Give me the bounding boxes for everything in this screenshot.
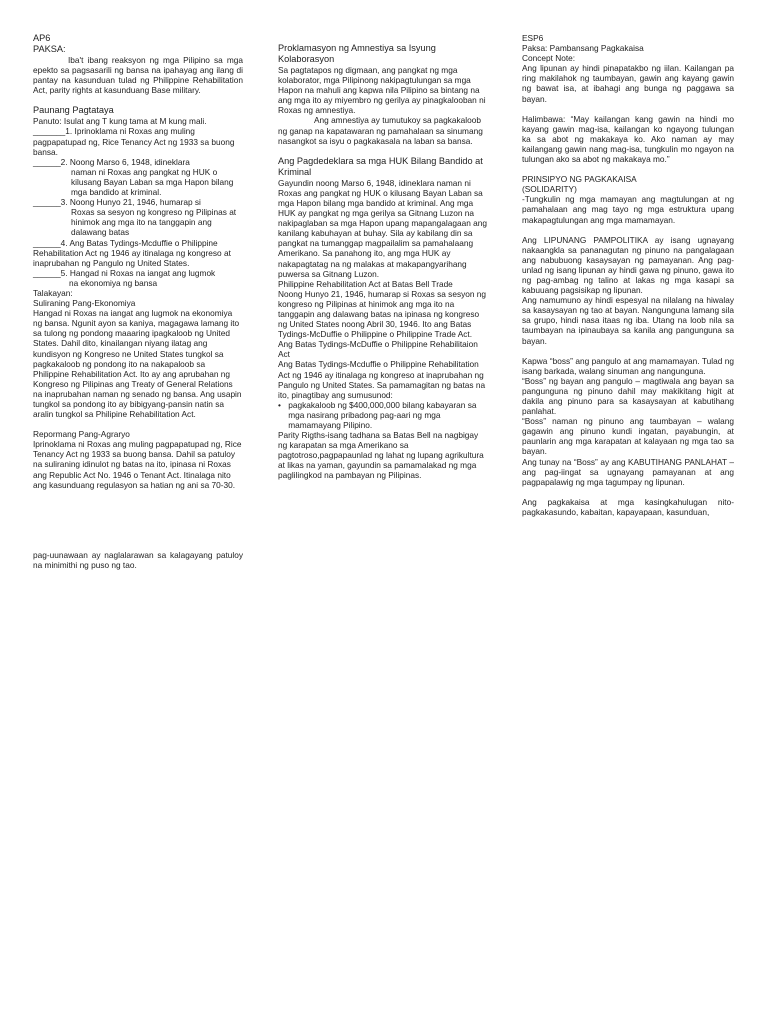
concept-text: Ang lipunan ay hindi pinapatakbo ng iilan. Kailangan pa ring makilahok ng taumbayan, gawin ang kayang gawin ng bawat isa, at ibahagi ang bunga ng paggawa sa bayan. bbox=[522, 63, 734, 104]
amnesty-title: Proklamasyon ng Amnestiya sa Isyung Kolaborasyon bbox=[278, 43, 436, 64]
discussion-label: Talakayan: bbox=[33, 287, 73, 298]
quiz-item-2-line: ______2. Noong Marso 6, 1948, idineklara bbox=[33, 156, 190, 167]
topic-text: Iba't ibang reaksyon ng mga Pilipino sa mga epekto sa pagsasarili ng bansa na ipahayag ang ilang di pantay na kasunduan tulad ng Philippine Rehabilitation Act, parity rights at kasunduang Base military. bbox=[33, 55, 243, 96]
quiz-item bbox=[33, 238, 243, 268]
agrarian-text: Iprinoklama ni Roxas ang muling pagpapatupad ng, Rice Tenancy Act ng 1933 sa buong bansa. Dahil sa patuloy na suliraning idinulot ng batas na ito, ipinasa ni Roxas ang Republic Act No. 1946 o Tenant Act. Itinalaga nito ang kasunduang regulasyon sa hatian ng ani sa 70-30. bbox=[33, 439, 242, 490]
quiz-item-3-cont: Roxas sa sesyon ng kongreso ng Pilipinas at hinimok ang mga ito na tanggapin ang dalawang batas bbox=[71, 207, 237, 238]
quiz-item-5-line: ______5. Hangad ni Roxas na iangat ang lugmok bbox=[33, 267, 216, 278]
amnesty-text: Sa pagtatapos ng digmaan, ang pangkat ng mga kolaborator, mga Pilipinong nakipagtulungan sa mga Hapon na mahuli ang kapwa nila Pilipino sa bintang na ang mga ito ay miyembro ng gerilya ay pinagkalooban ni Roxas ng amnestiya. bbox=[278, 65, 486, 116]
quiz-item bbox=[33, 126, 243, 156]
concept-label: Concept Note: bbox=[522, 53, 576, 64]
huk-title: Ang Pagdedeklara sa mga HUK Bilang Bandido at Kriminal bbox=[278, 155, 483, 177]
bullet-item bbox=[278, 400, 488, 430]
eco-text: Hangad ni Roxas na iangat ang lugmok na ekonomiya ng bansa. Ngunit ayon sa kaniya, magagawa lamang ito sa tulong ng pondong maaaring ipagkaloob ng United States. Dahil dito, kinailangan niyang ilatag ang kundisyon ng Kongreso ne United States tungkol sa pagkakaloob ng pondong ito na nakapaloob sa Philippine Rehabilitation Act. Ito ay ang aprubahan ng Kongreso ng Pilipinas ang Treaty of General Relations na inaprubahan naman ng senado ng bansa. Ang usapin tungkol sa pondong ito ay bibigyang-pansin natin sa aralin tungkol sa Philipine Rehabilitation Act. bbox=[33, 308, 242, 420]
topic-label: Paksa: Pambansang Pagkakaisa bbox=[522, 43, 644, 54]
subject-label: AP6 bbox=[33, 33, 51, 43]
amnesty-text-2: Ang amnestiya ay tumutukoy sa pagkakaloob ng ganap na kapatawaran ng pamahalaan sa sinumang nasangkot sa isyu o pagkakasala na laban sa bansa. bbox=[278, 115, 483, 146]
agrarian-title: Repormang Pang-Agraryo bbox=[33, 429, 130, 440]
quiz-item-1-line: _______1. Iprinoklama ni Roxas ang muling bbox=[33, 126, 195, 137]
subject-label: ESP6 bbox=[522, 33, 544, 43]
quiz-item bbox=[33, 157, 243, 197]
bell-text: Noong Hunyo 21, 1946, humarap si Roxas sa sesyon ng kongreso ng Pilipinas at hinimok ang mga ito na tanggapin ang dalawang batas na ipinasa ng kongreso ng United States noong Abril 30, 1946. Ito ang Batas Tydings-McDuffie o Philippine o Philippine Trade Act. bbox=[278, 288, 487, 340]
lipunan-text: Ang LIPUNANG PAMPOLITIKA ay isang ugnayang nakaangkla sa pananagutan ng pinuno na pangalagaan ang nabubuong kasaysayan ng pamayanan. Ang pag-unlad ng isang lipunan ay hindi gawa ng pinuno, gawa ito ng pag-ambag ng talino at lakas ng mga kasapi sa kabuuang pagsisikap ng lipunan. bbox=[522, 234, 734, 296]
instructions: Panuto: Isulat ang T kung tama at M kung mali. bbox=[33, 116, 207, 127]
quiz-item-4-line: ______4. Ang Batas Tydings-Mcduffie o Philippine Rehabilitation Act ng 1946 ay itinalaga ng kongreso at inaprubahan ng Pangulo ng United States. bbox=[33, 237, 231, 268]
pre-test-title: Paunang Pagtataya bbox=[33, 105, 114, 116]
tydings-text: Ang Batas Tydings-Mcduffie o Philippine Rehabilitation Act ng 1946 ay itinalaga ng kongreso at inaprubahan ng Pangulo ng United States. Sa pamamagitan ng batas na ito, pinagtibay ang sumusunod: bbox=[278, 359, 486, 400]
pagkakaisa-text: Ang pagkakaisa at mga kasingkahulugan nito-pagkakasundo, kabaitan, kapayapaan, kasunduan, bbox=[522, 496, 734, 517]
bottom-text: pag-uunawaan ay naglalarawan sa kalagayang patuloy na minimithi ng puso ng tao. bbox=[33, 549, 243, 570]
boss-paragraph-3: “Boss” naman ng pinuno ang taumbayan – walang gagawin ang pinuno kundi ingatan, payabungin, at paunlarin ang mga karapatan at kalayaan ng mga tao sa bayan. bbox=[522, 416, 734, 457]
quiz-item-2-cont: naman ni Roxas ang pangkat ng HUK o kilusang Bayan Laban sa mga Hapon bilang mga bandido at kriminal. bbox=[71, 166, 234, 198]
boss-paragraph-2: “Boss” ng bayan ang pangulo – magtiwala ang bayan sa pangunguna ng pinuno dahil may makikitang higit at dakila ang pinuno para sa kasaysayan at kabutihang panlahat. bbox=[522, 375, 734, 417]
quiz-item-5-cont: na ekonomiya ng bansa bbox=[69, 277, 158, 288]
bell-title: Philippine Rehabilitation Act at Batas Bell Trade bbox=[278, 278, 453, 289]
column-ap6 bbox=[33, 33, 243, 570]
principle-title: PRINSIPYO NG PAGKAKAISA bbox=[522, 174, 637, 185]
principle-text: -Tungkulin ng mga mamayan ang magtulungan at ng pamahalaan ang mag tayo ng mga estruktura upang makapagtulungan ang mga mamamayan. bbox=[522, 194, 734, 225]
boss-paragraph-1: Kapwa “boss” ang pangulo at ang mamamayan. Tulad ng isang barkada, walang sinuman ang nangunguna. bbox=[522, 355, 734, 376]
bullet-text: pagkakaloob ng $400,000,000 bilang kabayaran sa mga nasirang pribadong pag-aari ng mga mamamayang Pilipino. bbox=[288, 399, 477, 430]
halimbawa-text: Halimbawa: “May kailangan kang gawin na hindi mo kayang gawin mag-isa, kailangan ko ngayong tulungan ka sa abot ng makakaya ko. Ako naman ay may kailangang gawin nang mag-isa, tungkulin mo ngayon na tulungan ako sa abot ng makakaya mo.” bbox=[522, 113, 734, 165]
parity-text: Parity Rigths-isang tadhana sa Batas Bell na nagbigay ng karapatan sa mga Amerikano sa pagtotroso,pagpapaunlad ng lahat ng lupang agrikultura at likas na yaman, gayundin sa pamamalakad ng mga paglilingkod na pambayan ng Pilipinas. bbox=[278, 430, 484, 481]
quiz-item-3-line: ______3. Noong Hunyo 21, 1946, humarap si bbox=[33, 197, 201, 208]
tydings-title: Ang Batas Tydings-McDuffie o Philippine Rehabilitaion Act bbox=[278, 339, 478, 360]
quiz-item bbox=[33, 197, 243, 237]
column-esp6 bbox=[522, 33, 734, 517]
principle-subtitle: (SOLIDARITY) bbox=[522, 184, 577, 195]
bullet-mark: • bbox=[278, 399, 281, 410]
topic-label: PAKSA: bbox=[33, 44, 66, 54]
column-ap6-continued bbox=[278, 43, 488, 481]
boss-paragraph-4: Ang tunay na “Boss” ay ang KABUTIHANG PANLAHAT – ang pag-iingat sa ugnayang pamayanan at ang pagpapalawig ng mga tagumpay ng lipunan. bbox=[522, 456, 734, 487]
quiz-item bbox=[33, 268, 243, 288]
huk-text: Gayundin noong Marso 6, 1948, idineklara naman ni Roxas ang pangkat ng HUK o kilusang Bayan Laban sa mga Hapon bilang mga bandido at kriminal. Ang mga HUK ay pangkat ng mga gerilya sa Gitnang Luzon na nakipaglaban sa mga Hapon upang mapangalagaan ang kanilang kabuhayan at buhay. Sila ay kabilang din sa pangkat na tumanggap magpailalim sa pamahalaang Amerikano. Sa panahong ito, ang mga HUK ay nakapagtatag na ng malakas at makapangyarihang puwersa sa Gitnang Luzon. bbox=[278, 177, 487, 279]
namumuno-text: Ang namumuno ay hindi espesyal na nilalang na hiwalay sa kasaysayan ng tao at bayan. Nangunguna lamang sila sa grupo, hindi nasa itaas ng iba. Utang na loob nila sa taumbayan na ipinaubaya sa kanila ang pangunguna sa bayan. bbox=[522, 295, 734, 346]
eco-title: Suliraning Pang-Ekonomiya bbox=[33, 298, 136, 309]
quiz-item-1-cont: pagpapatupad ng, Rice Tenancy Act ng 1933 sa buong bansa. bbox=[33, 136, 235, 157]
